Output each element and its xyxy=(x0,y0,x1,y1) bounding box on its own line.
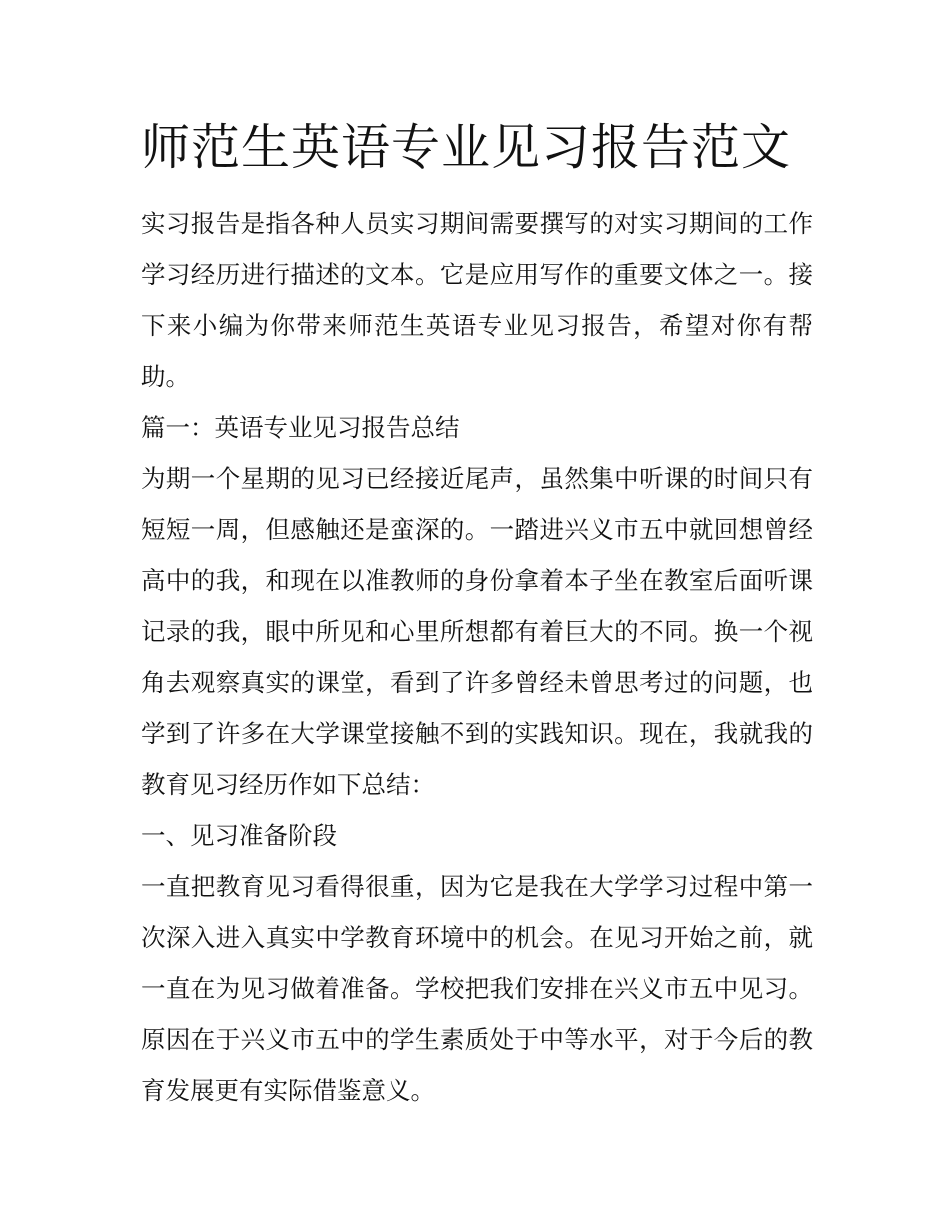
section-heading-preparation: 一、见习准备阶段 xyxy=(141,821,337,850)
preparation-paragraph: 一直把教育见习看得很重，因为它是我在大学学习过程中第一次深入进入真实中学教育环境中的机会。在见习开始之前，就一直在为见习做着准备。学校把我们安排在兴义市五中见习。原因在于兴义市五中的学生素质处于中等水平，对于今后的教育发展更有实际借鉴意义。 xyxy=(141,872,813,1105)
document-page xyxy=(141,112,813,1116)
document-title: 师范生英语专业见习报告范文 xyxy=(141,119,792,176)
section-heading-part-one: 篇一：英语专业见习报告总结 xyxy=(141,413,460,442)
summary-paragraph: 为期一个星期的见习已经接近尾声，虽然集中听课的时间只有短短一周，但感触还是蛮深的。一踏进兴义市五中就回想曾经高中的我，和现在以准教师的身份拿着本子坐在教室后面听课记录的我，眼中所见和心里所想都有着巨大的不同。换一个视角去观察真实的课堂，看到了许多曾经未曾思考过的问题，也学到了许多在大学课堂接触不到的实践知识。现在，我就我的教育见习经历作如下总结： xyxy=(141,464,813,799)
intro-paragraph: 实习报告是指各种人员实习期间需要撰写的对实习期间的工作学习经历进行描述的文本。它是应用写作的重要文体之一。接下来小编为你带来师范生英语专业见习报告，希望对你有帮助。 xyxy=(141,209,813,391)
